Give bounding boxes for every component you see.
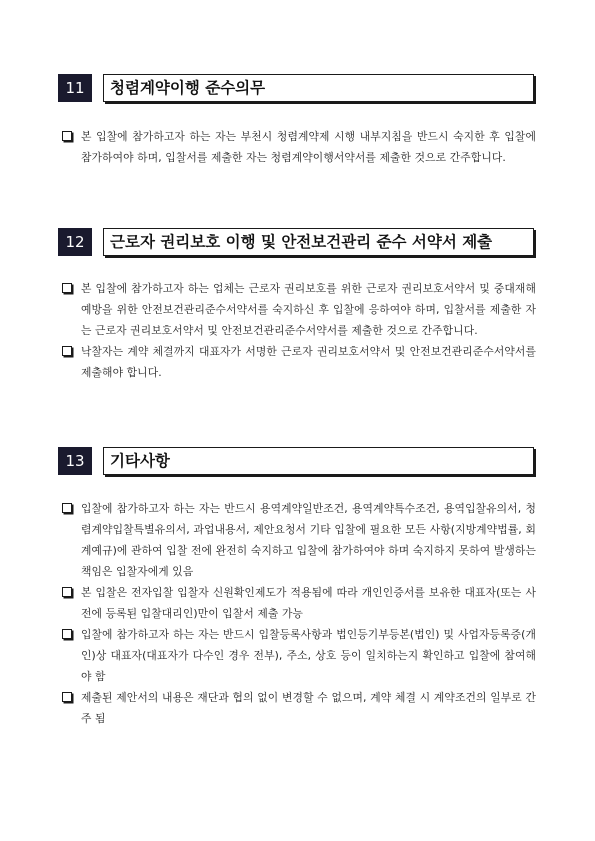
- section-13: [58, 447, 538, 475]
- section-header: [58, 74, 534, 102]
- section-number-badge: 12: [58, 228, 92, 256]
- list-item: [62, 624, 536, 687]
- section-header: [58, 228, 534, 256]
- checkbox-bullet-icon: [62, 587, 72, 597]
- list-item: [62, 687, 536, 729]
- section-11: [58, 74, 538, 102]
- section-12-list: [62, 278, 536, 383]
- list-item: [62, 126, 536, 168]
- section-13-list: [62, 498, 536, 729]
- list-item-text: 본 입찰에 참가하고자 하는 업체는 근로자 권리보호를 위한 근로자 권리보호서약서 및 중대재해 예방을 위한 안전보건관리준수서약서를 숙지하신 후 입찰에 응하여야 하며, 입찰서를 제출한 자는 근로자 권리보호서약서 및 안전보건관리준수서약서를 제출한 것으로 간주합니다.: [81, 282, 536, 337]
- checkbox-bullet-icon: [62, 283, 72, 293]
- checkbox-bullet-icon: [62, 346, 72, 356]
- list-item-text: 입찰에 참가하고자 하는 자는 반드시 용역계약일반조건, 용역계약특수조건, 용역입찰유의서, 청렴계약입찰특별유의서, 과업내용서, 제안요청서 기타 입찰에 필요한 모든 사항(지방계약법률, 회계예규)에 관하여 입찰 전에 완전히 숙지하고 입찰에 참가하여야 하며 숙지하지 못하여 발생하는 책임은 입찰자에게 있음: [81, 502, 536, 578]
- list-item: [62, 341, 536, 383]
- checkbox-bullet-icon: [62, 503, 72, 513]
- section-number-badge: 11: [58, 74, 92, 102]
- checkbox-bullet-icon: [62, 131, 72, 141]
- section-header: [58, 447, 534, 475]
- list-item-text: 입찰에 참가하고자 하는 자는 반드시 입찰등록사항과 법인등기부등본(법인) 및 사업자등록증(개인)상 대표자(대표자가 다수인 경우 전부), 주소, 상호 등이 일치하는지 확인하고 입찰에 참여해야 함: [81, 628, 536, 683]
- list-item: [62, 498, 536, 582]
- section-title: 기타사항: [103, 447, 534, 475]
- section-title: 청렴계약이행 준수의무: [103, 74, 534, 102]
- checkbox-bullet-icon: [62, 692, 72, 702]
- checkbox-bullet-icon: [62, 629, 72, 639]
- list-item-text: 낙찰자는 계약 체결까지 대표자가 서명한 근로자 권리보호서약서 및 안전보건관리준수서약서를 제출해야 합니다.: [81, 345, 536, 379]
- list-item: [62, 278, 536, 341]
- list-item-text: 본 입찰은 전자입찰 입찰자 신원확인제도가 적용됨에 따라 개인인증서를 보유한 대표자(또는 사전에 등록된 입찰대리인)만이 입찰서 제출 가능: [81, 586, 536, 620]
- list-item-text: 제출된 제안서의 내용은 재단과 협의 없이 변경할 수 없으며, 계약 체결 시 계약조건의 일부로 간주 됨: [81, 691, 536, 725]
- section-12: [58, 228, 538, 256]
- list-item-text: 본 입찰에 참가하고자 하는 자는 부천시 청렴계약제 시행 내부지침을 반드시 숙지한 후 입찰에 참가하여야 하며, 입찰서를 제출한 자는 청렴계약이행서약서를 제출한 것으로 간주합니다.: [81, 130, 536, 164]
- section-11-list: [62, 126, 536, 168]
- section-title: 근로자 권리보호 이행 및 안전보건관리 준수 서약서 제출: [103, 228, 534, 256]
- list-item: [62, 582, 536, 624]
- section-number-badge: 13: [58, 447, 92, 475]
